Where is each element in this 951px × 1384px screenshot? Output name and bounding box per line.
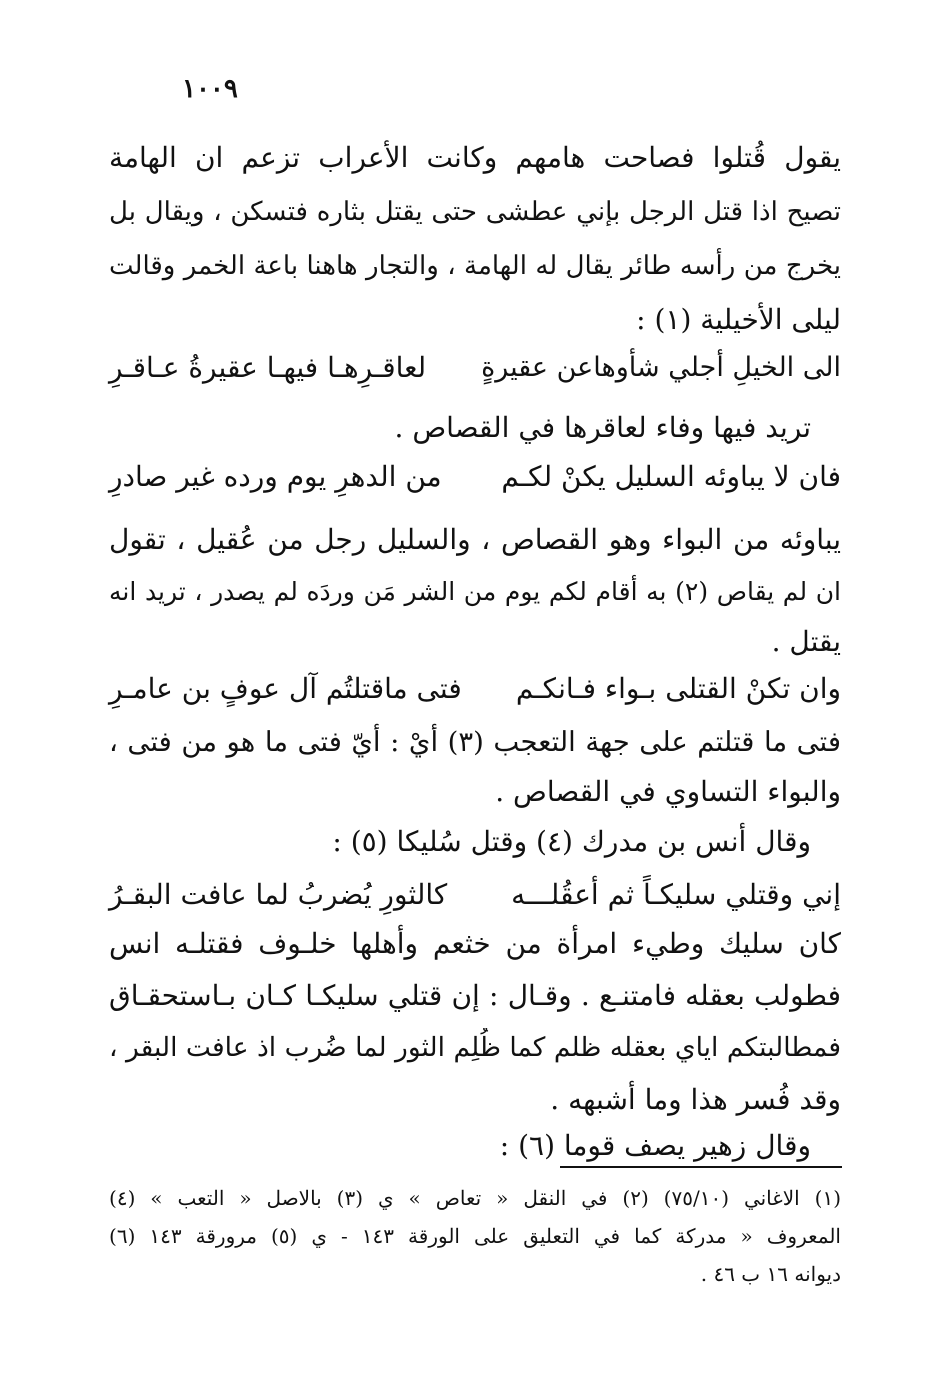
body-line-4: ليلى الأخيلية (١) : bbox=[636, 303, 841, 336]
page-number: ١٠٠٩ bbox=[182, 74, 238, 104]
verse-2 bbox=[109, 456, 841, 498]
verse-4 bbox=[109, 874, 841, 916]
body-line-13: فمطالبتكم اياي بعقله ظلم كما ظُلِم الثور لما ضُرب اذ عافت البقر ، bbox=[109, 1032, 841, 1063]
verse-4-first-hemistich: إني وقتلي سليكـاً ثم أعقُلـــه bbox=[511, 878, 841, 911]
body-line-15: وقال زهير يصف قوما (٦) : bbox=[499, 1129, 811, 1162]
body-line-8: فتى ما قتلتم على جهة التعجب (٣) أيْ : أيّ فتى ما هو من فتى ، bbox=[109, 726, 841, 758]
footnote-rule bbox=[560, 1166, 842, 1168]
body-line-3: يخرج من رأسه طائر يقال له الهامة ، والتجار هاهنا باعة الخمر وقالت bbox=[109, 251, 841, 281]
verse-1-first-hemistich: الى الخيلِ أجلي شأوهاعن عقيرةٍ bbox=[481, 352, 841, 383]
footnote-line-2: المعروف « مدركة كما في التعليق على الورقة ١٤٣ - ي (٥) مرورقة ١٤٣ (٦) bbox=[109, 1224, 841, 1248]
body-line-7: يقتل . bbox=[771, 625, 841, 658]
body-line-1: يقول قُتلوا فصاحت هامهم وكانت الأعراب تزعم ان الهامة bbox=[109, 141, 841, 174]
body-line-12: فطولب بعقله فامتنـع . وقـال : إن قتلي سليكـا كـان بـاستحقـاق bbox=[109, 979, 841, 1012]
verse-1-note: تريد فيها وفاء لعاقرها في القصاص . bbox=[394, 411, 811, 444]
verse-3 bbox=[109, 668, 841, 710]
body-line-5: يباوئه من البواء وهو القصاص ، والسليل رجل من عُقيل ، تقول bbox=[109, 523, 841, 556]
body-line-10: وقال أنس بن مدرك (٤) وقتل سُليكا (٥) : bbox=[332, 825, 811, 858]
verse-2-first-hemistich: فان لا يباوئه السليل يكنْ لكـم bbox=[501, 460, 841, 493]
verse-1 bbox=[109, 347, 841, 389]
verse-1-second-hemistich: لعاقـرِهـا فيهـا عقيرةُ عـاقـرِ bbox=[109, 351, 427, 384]
body-line-2: تصيح اذا قتل الرجل بإني عطشى حتى يقتل بثاره فتسكن ، ويقال بل bbox=[109, 197, 841, 227]
body-line-11: كان سليك وطيء امرأة من خثعم وأهلها خلـوف فقتلـه انس bbox=[109, 927, 841, 960]
verse-2-second-hemistich: من الدهرِ يوم ورده غير صادرِ bbox=[109, 460, 442, 493]
verse-3-second-hemistich: فتى ماقتلتُم آل عوفٍ بن عامـرِ bbox=[109, 672, 462, 705]
footnote-line-3: ديوانه ١٦ ب ٤٦ . bbox=[700, 1262, 841, 1286]
body-line-14: وقد فُسر هذا وما أشبهه . bbox=[550, 1083, 841, 1116]
verse-4-second-hemistich: كالثورِ يُضربُ لما عافت البقـرُ bbox=[109, 878, 448, 911]
verse-3-first-hemistich: وان تكنْ القتلى بـواء فـانكـم bbox=[515, 672, 841, 705]
body-line-6: ان لم يقاص (٢) به أقام لكم يوم من الشر مَن وردَه لم يصدر ، تريد انه bbox=[109, 577, 841, 606]
body-line-9: والبواء التساوي في القصاص . bbox=[495, 775, 841, 808]
footnote-line-1: (١) الاغاني (٧٥/١٠) (٢) في النقل « تعاص » ي (٣) بالاصل « التعب » (٤) bbox=[109, 1186, 841, 1210]
